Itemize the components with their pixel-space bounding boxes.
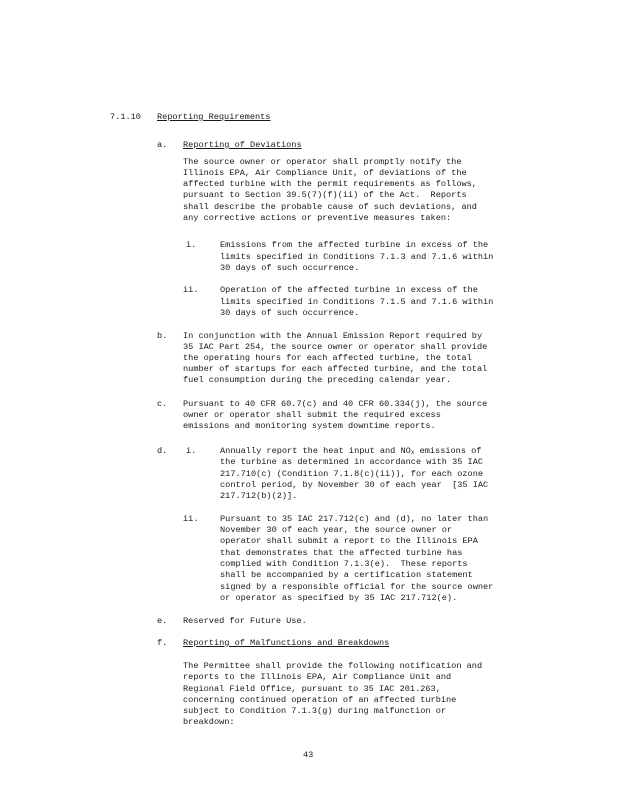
text-line: any corrective actions or preventive measures taken: [183, 213, 452, 223]
text-line: fuel consumption during the preceding calendar year. [183, 375, 452, 385]
text-line: shall be accompanied by a certification statement [220, 570, 473, 580]
text-line: Regional Field Office, pursuant to 35 IAC 201.263, [183, 684, 441, 694]
text-line: number of startups for each affected turbine, and the total [183, 364, 488, 374]
section-title: Reporting Requirements [157, 112, 271, 122]
text-line: the operating hours for each affected turbine, the total [183, 353, 472, 363]
text-line [220, 446, 481, 457]
text-line: shall describe the probable cause of such deviations, and [183, 202, 477, 212]
text-line: breakdown: [183, 717, 235, 727]
text-line: owner or operator shall submit the required excess [183, 410, 441, 420]
item-f-letter: f. [157, 638, 168, 648]
text-line: control period, by November 30 of each year [35 IAC [220, 480, 489, 490]
text-line: 217.710(c) (Condition 7.1.8(c)(ii)), for each ozone [220, 469, 484, 479]
item-d-ii-number: ii. [183, 514, 199, 524]
text-line: 30 days of such occurrence. [220, 308, 360, 318]
text-line: 35 IAC Part 254, the source owner or operator shall provide [183, 342, 488, 352]
item-a-ii-number: ii. [183, 285, 199, 295]
text-line: Operation of the affected turbine in excess of the [220, 285, 478, 295]
text-line: signed by a responsible official for the source owner [220, 582, 494, 592]
text-line: the turbine as determined in accordance with 35 IAC [220, 457, 484, 467]
text-line: pursuant to Section 39.5(7)(f)(ii) of the Act. Reports [183, 190, 467, 200]
page-number: 43 [303, 750, 314, 760]
text-line: reports to the Illinois EPA, Air Compliance Unit and [183, 672, 452, 682]
item-e-letter: e. [157, 616, 168, 626]
text-line: or operator as specified by 35 IAC 217.712(e). [220, 593, 458, 603]
item-b-letter: b. [157, 331, 168, 341]
text-line: Illinois EPA, Air Compliance Unit, of deviations of the [183, 168, 467, 178]
item-a-heading: Reporting of Deviations [183, 140, 302, 150]
text-line: affected turbine with the permit requirements as follows, [183, 179, 477, 189]
text-line: complied with Condition 7.1.3(e). These reports [220, 559, 468, 569]
text-line: emissions and monitoring system downtime reports. [183, 421, 436, 431]
text-segment: Annually report the heat input and NO [220, 446, 411, 456]
text-line: The Permittee shall provide the following notification and [183, 661, 483, 671]
item-e-text: Reserved for Future Use. [183, 616, 307, 626]
nox-subscript: x [410, 449, 415, 456]
item-a-letter: a. [157, 140, 168, 150]
text-line: subject to Condition 7.1.3(g) during malfunction or [183, 706, 447, 716]
item-f-heading: Reporting of Malfunctions and Breakdowns [183, 638, 390, 648]
text-segment: emissions of [414, 446, 482, 456]
text-line: that demonstrates that the affected turbine has [220, 548, 463, 558]
text-line: limits specified in Conditions 7.1.3 and 7.1.6 within [220, 252, 494, 262]
item-c-letter: c. [157, 399, 168, 409]
text-line: The source owner or operator shall promptly notify the [183, 157, 462, 167]
item-d-letter: d. [157, 446, 168, 456]
text-line: Emissions from the affected turbine in excess of the [220, 240, 489, 250]
text-line: operator shall submit a report to the Illinois EPA [220, 536, 478, 546]
text-line: Pursuant to 40 CFR 60.7(c) and 40 CFR 60.334(j), the source [183, 399, 488, 409]
text-line: limits specified in Conditions 7.1.5 and 7.1.6 within [220, 297, 494, 307]
text-line: 217.712(b)(2)]. [220, 491, 298, 501]
text-line: Pursuant to 35 IAC 217.712(c) and (d), no later than [220, 514, 489, 524]
text-line: November 30 of each year, the source owner or [220, 525, 453, 535]
text-line: 30 days of such occurrence. [220, 263, 360, 273]
text-line: concerning continued operation of an affected turbine [183, 695, 457, 705]
text-line: In conjunction with the Annual Emission Report required by [183, 331, 483, 341]
section-number: 7.1.10 [110, 112, 141, 122]
item-a-i-number: i. [186, 240, 197, 250]
item-d-i-number: i. [186, 446, 197, 456]
